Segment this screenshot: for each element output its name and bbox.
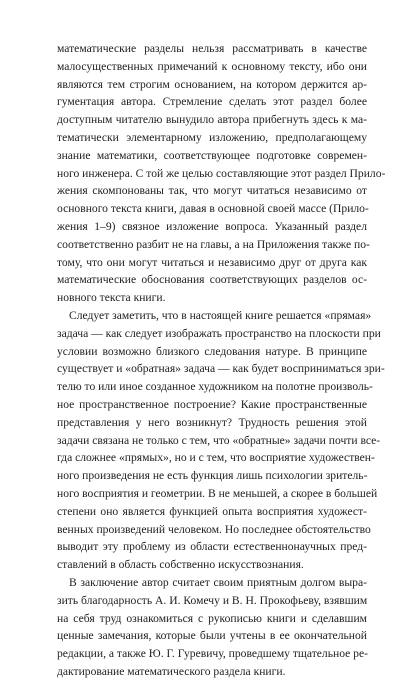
text-line: условии возможно близкого следования натуре. В принципе [57, 344, 367, 358]
text-line: телю то или иное созданное художником на полотне произволь- [57, 380, 373, 394]
text-line: ценные замечания, которые были учтены в ее окончательной [57, 629, 367, 643]
text-line: зить благодарность А. И. Комечу и В. Н. Прокофьеву, взявшим [57, 593, 368, 607]
document-page [57, 40, 386, 681]
text-line: на себя труд ознакомиться с рукописью книги и сделавшим [57, 611, 367, 625]
text-line: тематически элементарному изложению, предполагающему [57, 130, 367, 144]
text-line: выводит эту проблему из области естественнонаучных пред- [57, 540, 367, 554]
text-line: Следует заметить, что в настоящей книге решается «прямая» [69, 308, 372, 322]
text-line: ного произведения не есть функция лишь психологии зритель- [57, 469, 368, 483]
paragraph-acknowledgements [57, 574, 367, 681]
text-line: венных произведений человеком. Но последнее обстоятельство [57, 522, 371, 536]
text-line: гументация автора. Стремление сделать этот раздел более [57, 95, 367, 109]
text-line: математические разделы нельзя рассматривать в качестве [57, 42, 367, 55]
paragraph-direct-inverse-task [57, 307, 385, 574]
text-line: дактирование математического раздела книги. [57, 664, 286, 678]
text-line: основного текста книги, давая в основной своей массе (Прило- [57, 202, 369, 216]
text-line: задачи связана не только с тем, что «обратные» задачи почти все- [57, 433, 381, 447]
text-line: ного восприятия и геометрии. В не меньшей, а скорее в большей [57, 486, 378, 500]
text-line: жения 1–9) связное изложение вопроса. Указанный раздел [57, 219, 367, 233]
text-line: являются тем строгим основанием, на котором держится ар- [57, 77, 367, 91]
text-line: знание математики, соответствующее подготовке современ- [57, 148, 367, 162]
text-line: ного инженера. С той же целью составляющие этот раздел Прило- [57, 166, 386, 180]
text-line: соответственно разбит не на главы, а на Приложения также по- [57, 237, 370, 251]
text-line: В заключение автор считает своим приятным долгом выра- [69, 575, 367, 589]
text-line: доступным читателю вынудило автора прибегнуть здесь к ма- [57, 113, 367, 127]
text-line: ставлений в область собственно искусствознания. [57, 558, 304, 572]
text-line: математические обоснования соответствующих разделов ос- [57, 273, 367, 287]
paragraph-math-sections [57, 40, 386, 307]
text-line: ное пространственное построение? Какие пространственные [57, 397, 367, 411]
text-line: жения скомпонованы так, что могут читаться независимо от [57, 184, 367, 198]
text-line: представления у него возникнут? Трудность решения этой [57, 415, 367, 429]
text-line: редакции, а также Ю. Г. Гуревичу, проведшему тщательное ре- [57, 647, 368, 661]
text-line: степени оно является функцией опыта восприятия художест- [57, 504, 367, 518]
text-line: малосущественных примечаний к основному тексту, ибо они [57, 59, 367, 73]
text-line: новного текста книги. [57, 291, 166, 305]
text-line: тому, что они могут читаться и независимо друг от друга как [57, 255, 367, 269]
text-line: задача — как следует изображать пространство на плоскости при [57, 326, 381, 340]
text-line: существует и «обратная» задача — как будет восприниматься зри- [57, 362, 385, 376]
text-line: гда сложнее «прямых», но и с тем, что восприятие художествен- [57, 451, 375, 465]
